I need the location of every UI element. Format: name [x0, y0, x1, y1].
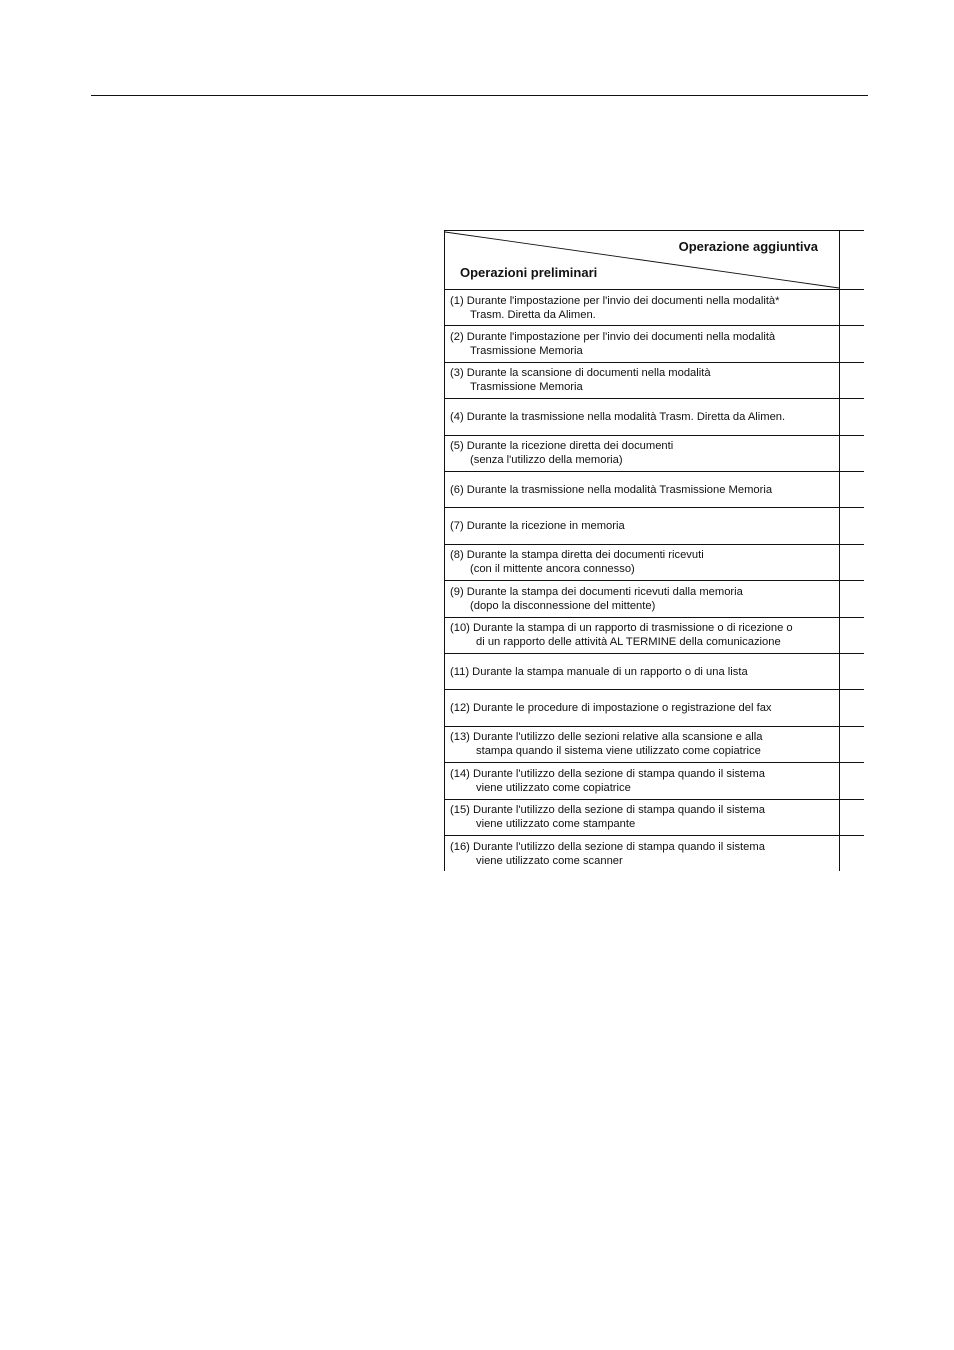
table-row [450, 836, 838, 871]
row-text-line1: (12) Durante le procedure di impostazione o registrazione del fax [450, 702, 772, 715]
row-text-line1: (10) Durante la stampa di un rapporto di trasmissione o di ricezione o [450, 622, 793, 635]
row-text-line2: Trasm. Diretta da Alimen. [470, 308, 596, 321]
table-row [450, 763, 838, 798]
row-text-line1: (4) Durante la trasmissione nella modalità Trasm. Diretta da Alimen. [450, 410, 786, 423]
row-text-line2: Trasmissione Memoria [470, 381, 583, 394]
table-row [450, 508, 838, 543]
header-additional-operation: Operazione aggiuntiva [678, 239, 818, 254]
row-text-line1: (11) Durante la stampa manuale di un rapporto o di una lista [450, 665, 748, 678]
row-text-line1: (7) Durante la ricezione in memoria [450, 520, 625, 533]
row-text-line2: viene utilizzato come copiatrice [476, 781, 631, 794]
row-text-line1: (16) Durante l'utilizzo della sezione di stampa quando il sistema [450, 840, 765, 853]
table-row [450, 436, 838, 471]
table-row [450, 399, 838, 434]
row-text-line2: (con il mittente ancora connesso) [470, 563, 635, 576]
operations-table [444, 230, 864, 871]
row-text-line1: (8) Durante la stampa diretta dei documenti ricevuti [450, 549, 704, 562]
row-text-line1: (9) Durante la stampa dei documenti ricevuti dalla memoria [450, 585, 743, 598]
row-text-line1: (3) Durante la scansione di documenti nella modalità [450, 367, 711, 380]
table-row [450, 290, 838, 325]
table-row [450, 545, 838, 580]
table-row [450, 363, 838, 398]
row-text-line2: viene utilizzato come stampante [476, 818, 636, 831]
table-row [450, 326, 838, 361]
row-text-line2: stampa quando il sistema viene utilizzato come copiatrice [476, 745, 761, 758]
table-row [450, 581, 838, 616]
table-row [450, 472, 838, 507]
row-text-line1: (13) Durante l'utilizzo delle sezioni relative alla scansione e alla [450, 731, 763, 744]
table-row [450, 690, 838, 725]
row-text-line1: (5) Durante la ricezione diretta dei documenti [450, 440, 674, 453]
table-row [450, 654, 838, 689]
row-text-line2: (dopo la disconnessione del mittente) [470, 599, 656, 612]
table-row [450, 727, 838, 762]
table-row [450, 800, 838, 835]
row-text-line2: di un rapporto delle attività AL TERMINE della comunicazione [476, 636, 781, 649]
row-text-line2: Trasmissione Memoria [470, 345, 583, 358]
row-text-line2: (senza l'utilizzo della memoria) [470, 454, 623, 467]
row-text-line1: (1) Durante l'impostazione per l'invio dei documenti nella modalità* [450, 294, 780, 307]
row-text-line2: viene utilizzato come scanner [476, 854, 623, 867]
row-text-line1: (2) Durante l'impostazione per l'invio dei documenti nella modalità [450, 331, 776, 344]
row-text-line1: (14) Durante l'utilizzo della sezione di stampa quando il sistema [450, 767, 765, 780]
top-rule [91, 95, 868, 96]
table-row [450, 618, 838, 653]
header-preliminary-operations: Operazioni preliminari [460, 265, 598, 280]
row-text-line1: (6) Durante la trasmissione nella modalità Trasmissione Memoria [450, 483, 773, 496]
row-text-line1: (15) Durante l'utilizzo della sezione di stampa quando il sistema [450, 804, 765, 817]
